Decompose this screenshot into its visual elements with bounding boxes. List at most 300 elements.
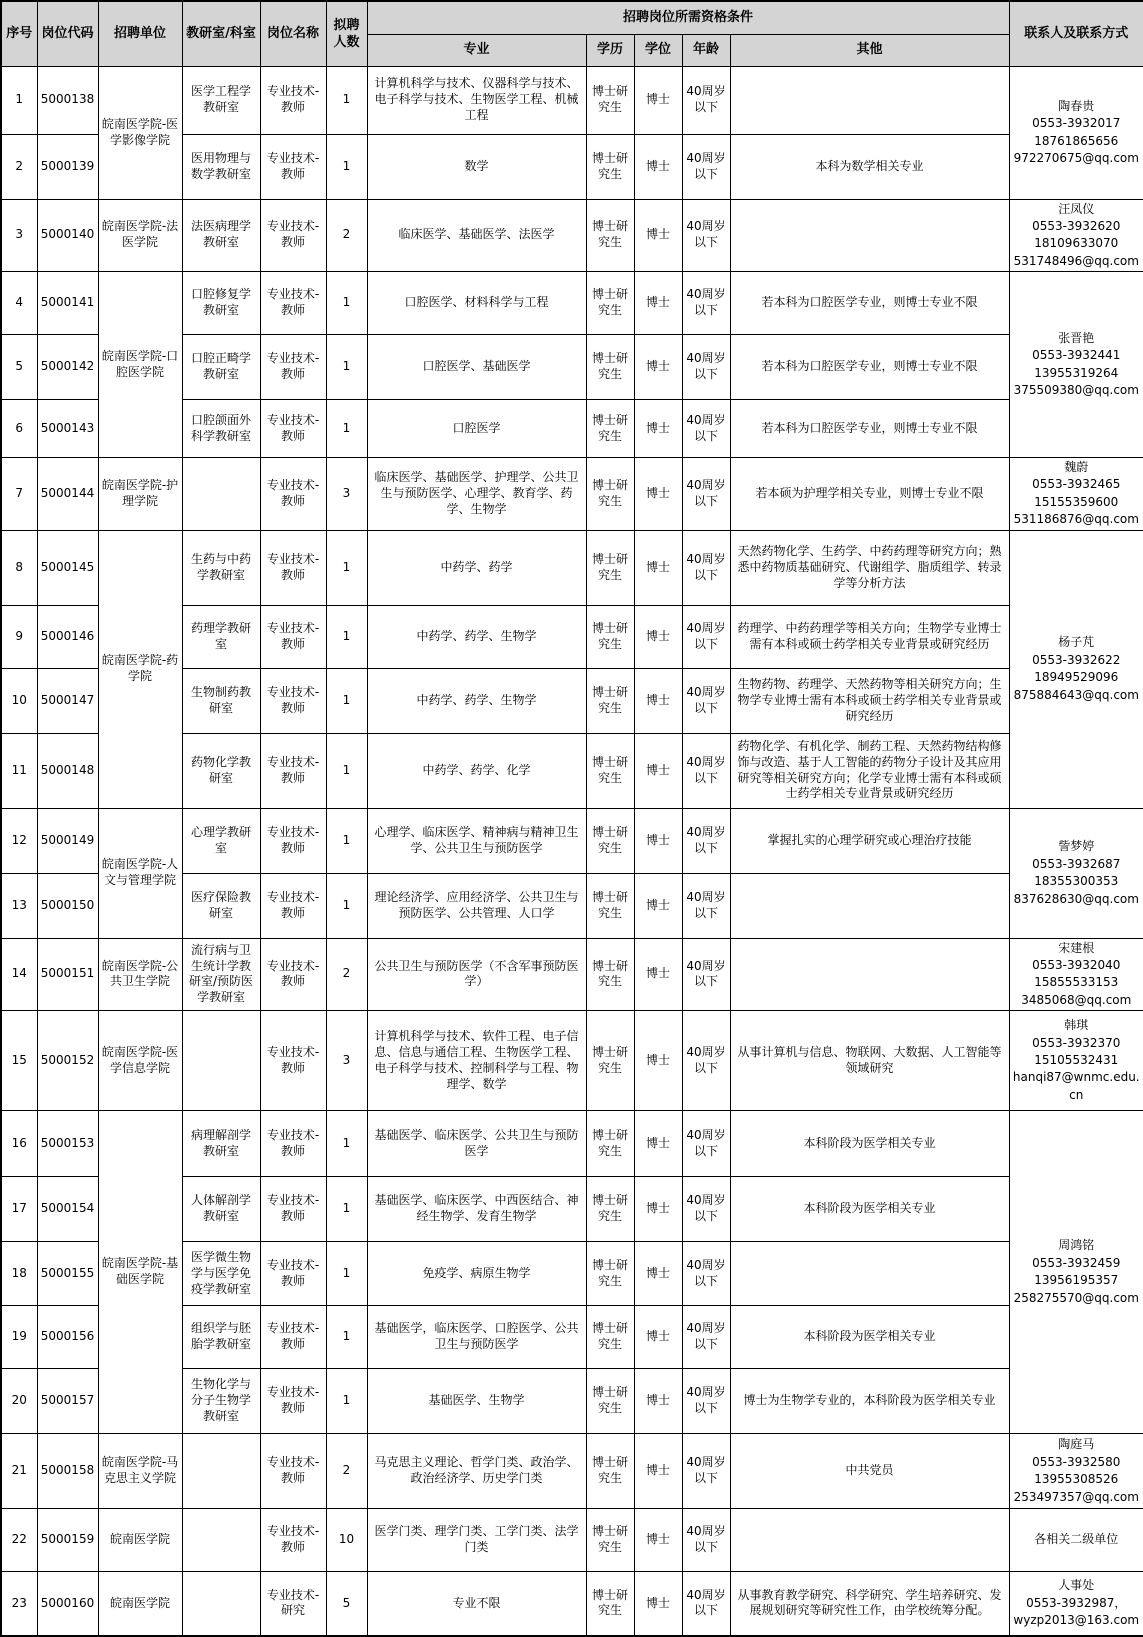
- contact-line: 531186876@qq.com: [1013, 512, 1139, 527]
- cell-headcount: 1: [326, 605, 367, 668]
- contact-line: 15105532431: [1034, 1052, 1119, 1067]
- cell-department: 心理学教研室: [182, 808, 260, 873]
- cell-department: 医学微生物学与医学免疫学教研室: [182, 1242, 260, 1306]
- cell-degree: 博士: [634, 1111, 682, 1177]
- contact-line: 18109633070: [1034, 236, 1119, 251]
- cell-headcount: 2: [326, 1434, 367, 1509]
- cell-major: 临床医学、基础医学、护理学、公共卫生与预防医学、心理学、教育学、药学、生物学: [367, 458, 586, 531]
- cell-major: 马克思主义理论、哲学门类、政治学、政治经济学、历史学门类: [367, 1434, 586, 1509]
- cell-job-code: 5000149: [37, 808, 98, 873]
- cell-degree: 博士: [634, 400, 682, 458]
- cell-department: 医疗保险教研室: [182, 873, 260, 938]
- table-row: [1, 199, 1143, 272]
- cell-job-title: 专业技术-教师: [260, 1177, 326, 1242]
- cell-serial: 13: [1, 873, 37, 938]
- contact-line: 0553-3932465: [1032, 477, 1121, 492]
- cell-job-code: 5000143: [37, 400, 98, 458]
- cell-unit: 皖南医学院-法医学院: [98, 199, 182, 272]
- cell-contact: [1009, 272, 1143, 458]
- contact-line: 875884643@qq.com: [1013, 687, 1139, 702]
- table-row: [1, 1572, 1143, 1636]
- cell-other: [730, 1509, 1009, 1572]
- cell-education: 博士研究生: [586, 530, 634, 605]
- cell-department: 口腔修复学教研室: [182, 272, 260, 335]
- cell-major: 理论经济学、应用经济学、公共卫生与预防医学、公共管理、人口学: [367, 873, 586, 938]
- contact-line: 0553-3932441: [1032, 348, 1121, 363]
- cell-department: 口腔颌面外科学教研室: [182, 400, 260, 458]
- cell-department: [182, 1434, 260, 1509]
- table-body: [1, 66, 1143, 1636]
- cell-degree: 博士: [634, 335, 682, 400]
- cell-education: 博士研究生: [586, 458, 634, 531]
- cell-degree: 博士: [634, 1242, 682, 1306]
- contact-line: 人事处: [1058, 1578, 1095, 1593]
- cell-headcount: 1: [326, 873, 367, 938]
- cell-age: 40周岁以下: [682, 1434, 730, 1509]
- cell-contact: [1009, 1111, 1143, 1434]
- cell-major: 基础医学，临床医学、口腔医学、公共卫生与预防医学: [367, 1306, 586, 1369]
- cell-serial: 12: [1, 808, 37, 873]
- cell-age: 40周岁以下: [682, 938, 730, 1011]
- cell-job-title: 专业技术-教师: [260, 1434, 326, 1509]
- cell-other: [730, 873, 1009, 938]
- contact-line: 375509380@qq.com: [1013, 382, 1139, 397]
- cell-job-title: 专业技术-教师: [260, 458, 326, 531]
- cell-unit: 皖南医学院-药学院: [98, 530, 182, 808]
- cell-other: 药理学、中药药理学等相关方向；生物学专业博士需有本科或硕士药学相关专业背景或研究经历: [730, 605, 1009, 668]
- cell-headcount: 1: [326, 1111, 367, 1177]
- cell-headcount: 10: [326, 1509, 367, 1572]
- contact-line: 陶庭马: [1058, 1437, 1095, 1452]
- cell-unit: 皖南医学院-人文与管理学院: [98, 808, 182, 938]
- cell-headcount: 1: [326, 808, 367, 873]
- table-row: [1, 530, 1143, 605]
- cell-age: 40周岁以下: [682, 134, 730, 199]
- cell-degree: 博士: [634, 199, 682, 272]
- cell-other: 本科为数学相关专业: [730, 134, 1009, 199]
- cell-job-code: 5000140: [37, 199, 98, 272]
- cell-job-code: 5000159: [37, 1509, 98, 1572]
- contact-line: 韩琪: [1064, 1018, 1089, 1033]
- cell-department: 流行病与卫生统计学教研室/预防医学教研室: [182, 938, 260, 1011]
- cell-job-code: 5000153: [37, 1111, 98, 1177]
- header-other: 其他: [730, 34, 1009, 66]
- cell-other: 若本硕为护理学相关专业，则博士专业不限: [730, 458, 1009, 531]
- cell-major: 口腔医学: [367, 400, 586, 458]
- cell-degree: 博士: [634, 530, 682, 605]
- cell-degree: 博士: [634, 1011, 682, 1111]
- cell-job-code: 5000154: [37, 1177, 98, 1242]
- header-serial: 序号: [1, 1, 37, 66]
- cell-headcount: 1: [326, 1242, 367, 1306]
- cell-unit: 皖南医学院: [98, 1572, 182, 1636]
- cell-contact: [1009, 66, 1143, 199]
- cell-job-code: 5000147: [37, 668, 98, 733]
- cell-department: [182, 1011, 260, 1111]
- cell-major: 公共卫生与预防医学（不含军事预防医学）: [367, 938, 586, 1011]
- cell-degree: 博士: [634, 1572, 682, 1636]
- cell-serial: 14: [1, 938, 37, 1011]
- cell-contact: [1009, 1572, 1143, 1636]
- cell-age: 40周岁以下: [682, 458, 730, 531]
- cell-age: 40周岁以下: [682, 873, 730, 938]
- cell-major: 基础医学、临床医学、中西医结合、神经生物学、发育生物学: [367, 1177, 586, 1242]
- cell-department: 病理解剖学教研室: [182, 1111, 260, 1177]
- cell-job-title: 专业技术-教师: [260, 335, 326, 400]
- cell-age: 40周岁以下: [682, 733, 730, 808]
- cell-age: 40周岁以下: [682, 1509, 730, 1572]
- cell-degree: 博士: [634, 1177, 682, 1242]
- cell-degree: 博士: [634, 1434, 682, 1509]
- contact-line: 837628630@qq.com: [1013, 891, 1139, 906]
- cell-other: 从事教育教学研究、科学研究、学生培养研究、发展规划研究等研究性工作，由学校统筹分配。: [730, 1572, 1009, 1636]
- cell-serial: 19: [1, 1306, 37, 1369]
- cell-other: 中共党员: [730, 1434, 1009, 1509]
- cell-education: 博士研究生: [586, 1434, 634, 1509]
- cell-major: 医学门类、理学门类、工学门类、法学门类: [367, 1509, 586, 1572]
- cell-education: 博士研究生: [586, 808, 634, 873]
- table-row: [1, 458, 1143, 531]
- cell-job-title: 专业技术-教师: [260, 272, 326, 335]
- table-row: [1, 66, 1143, 134]
- contact-line: 0553-3932987，: [1026, 1595, 1127, 1610]
- cell-age: 40周岁以下: [682, 1111, 730, 1177]
- contact-line: 15155359600: [1034, 494, 1119, 509]
- header-education: 学历: [586, 34, 634, 66]
- cell-degree: 博士: [634, 873, 682, 938]
- table-row: [1, 1111, 1143, 1177]
- cell-contact: [1009, 1434, 1143, 1509]
- cell-job-title: 专业技术-教师: [260, 66, 326, 134]
- cell-education: 博士研究生: [586, 134, 634, 199]
- cell-unit: 皖南医学院-马克思主义学院: [98, 1434, 182, 1509]
- cell-serial: 21: [1, 1434, 37, 1509]
- cell-age: 40周岁以下: [682, 668, 730, 733]
- cell-unit: 皖南医学院-医学影像学院: [98, 66, 182, 199]
- cell-major: 基础医学、临床医学、公共卫生与预防医学: [367, 1111, 586, 1177]
- cell-age: 40周岁以下: [682, 272, 730, 335]
- cell-job-code: 5000141: [37, 272, 98, 335]
- cell-headcount: 1: [326, 1369, 367, 1434]
- header-headcount: 拟聘人数: [326, 1, 367, 66]
- cell-job-title: 专业技术-教师: [260, 1369, 326, 1434]
- cell-serial: 6: [1, 400, 37, 458]
- cell-department: 生物化学与分子生物学教研室: [182, 1369, 260, 1434]
- cell-department: [182, 458, 260, 531]
- contact-line: 18355300353: [1034, 874, 1119, 889]
- cell-unit: 皖南医学院-基础医学院: [98, 1111, 182, 1434]
- cell-serial: 20: [1, 1369, 37, 1434]
- cell-degree: 博士: [634, 1369, 682, 1434]
- cell-job-title: 专业技术-教师: [260, 668, 326, 733]
- contact-line: 15855533153: [1034, 975, 1119, 990]
- cell-job-code: 5000148: [37, 733, 98, 808]
- cell-education: 博士研究生: [586, 873, 634, 938]
- cell-job-code: 5000139: [37, 134, 98, 199]
- cell-major: 口腔医学、基础医学: [367, 335, 586, 400]
- cell-age: 40周岁以下: [682, 1369, 730, 1434]
- contact-line: 张晋艳: [1058, 330, 1095, 345]
- cell-education: 博士研究生: [586, 400, 634, 458]
- cell-age: 40周岁以下: [682, 530, 730, 605]
- cell-education: 博士研究生: [586, 1111, 634, 1177]
- cell-education: 博士研究生: [586, 1509, 634, 1572]
- cell-department: 医学工程学教研室: [182, 66, 260, 134]
- cell-other: 若本科为口腔医学专业，则博士专业不限: [730, 272, 1009, 335]
- cell-other: [730, 1242, 1009, 1306]
- cell-age: 40周岁以下: [682, 1177, 730, 1242]
- cell-education: 博士研究生: [586, 605, 634, 668]
- cell-degree: 博士: [634, 458, 682, 531]
- header-code: 岗位代码: [37, 1, 98, 66]
- contact-line: 汪凤仪: [1058, 201, 1095, 216]
- cell-department: 口腔正畸学教研室: [182, 335, 260, 400]
- cell-major: 中药学、药学、生物学: [367, 605, 586, 668]
- header-qualifications: 招聘岗位所需资格条件: [367, 1, 1009, 34]
- cell-serial: 9: [1, 605, 37, 668]
- cell-education: 博士研究生: [586, 938, 634, 1011]
- contact-line: 0553-3932370: [1032, 1035, 1121, 1050]
- cell-other: 本科阶段为医学相关专业: [730, 1306, 1009, 1369]
- cell-contact: [1009, 808, 1143, 938]
- cell-major: 计算机科学与技术、软件工程、电子信息、信息与通信工程、生物医学工程、电子科学与技术、控制科学与工程、物理学、数学: [367, 1011, 586, 1111]
- cell-education: 博士研究生: [586, 1369, 634, 1434]
- cell-department: 组织学与胚胎学教研室: [182, 1306, 260, 1369]
- cell-age: 40周岁以下: [682, 1242, 730, 1306]
- contact-line: 18761865656: [1034, 133, 1119, 148]
- cell-headcount: 1: [326, 733, 367, 808]
- contact-line: 0553-3932622: [1032, 652, 1121, 667]
- cell-unit: 皖南医学院-医学信息学院: [98, 1011, 182, 1111]
- cell-department: 药物化学教研室: [182, 733, 260, 808]
- cell-job-code: 5000157: [37, 1369, 98, 1434]
- cell-job-title: 专业技术-研究: [260, 1572, 326, 1636]
- cell-headcount: 1: [326, 335, 367, 400]
- cell-other: [730, 199, 1009, 272]
- cell-unit: 皖南医学院-公共卫生学院: [98, 938, 182, 1011]
- cell-job-title: 专业技术-教师: [260, 1509, 326, 1572]
- cell-education: 博士研究生: [586, 66, 634, 134]
- cell-contact: [1009, 938, 1143, 1011]
- cell-job-title: 专业技术-教师: [260, 1111, 326, 1177]
- contact-line: 陶春贵: [1058, 98, 1095, 113]
- cell-headcount: 1: [326, 272, 367, 335]
- cell-headcount: 3: [326, 458, 367, 531]
- cell-serial: 10: [1, 668, 37, 733]
- cell-job-code: 5000150: [37, 873, 98, 938]
- cell-education: 博士研究生: [586, 668, 634, 733]
- cell-serial: 18: [1, 1242, 37, 1306]
- contact-line: 訾梦婷: [1058, 839, 1095, 854]
- contact-line: 0553-3932687: [1032, 856, 1121, 871]
- cell-degree: 博士: [634, 134, 682, 199]
- cell-job-title: 专业技术-教师: [260, 873, 326, 938]
- cell-other: 生物药物、药理学、天然药物等相关研究方向；生物学专业博士需有本科或硕士药学相关专业背景或研究经历: [730, 668, 1009, 733]
- cell-major: 口腔医学、材料科学与工程: [367, 272, 586, 335]
- cell-unit: 皖南医学院-口腔医学院: [98, 272, 182, 458]
- cell-other: 天然药物化学、生药学、中药药理等研究方向；熟悉中药物质基础研究、代谢组学、脂质组学、转录学等分析方法: [730, 530, 1009, 605]
- cell-headcount: 1: [326, 1177, 367, 1242]
- contact-line: 13955308526: [1034, 1472, 1119, 1487]
- cell-age: 40周岁以下: [682, 1011, 730, 1111]
- cell-serial: 1: [1, 66, 37, 134]
- table-row: [1, 1509, 1143, 1572]
- cell-job-title: 专业技术-教师: [260, 938, 326, 1011]
- cell-headcount: 1: [326, 1306, 367, 1369]
- cell-serial: 17: [1, 1177, 37, 1242]
- header-degree: 学位: [634, 34, 682, 66]
- cell-age: 40周岁以下: [682, 335, 730, 400]
- cell-contact: [1009, 199, 1143, 272]
- header-job-title: 岗位名称: [260, 1, 326, 66]
- cell-other: [730, 938, 1009, 1011]
- cell-department: 药理学教研室: [182, 605, 260, 668]
- cell-job-code: 5000152: [37, 1011, 98, 1111]
- contact-line: 魏蔚: [1064, 460, 1089, 475]
- cell-contact: [1009, 1509, 1143, 1572]
- cell-major: 数学: [367, 134, 586, 199]
- cell-job-title: 专业技术-教师: [260, 199, 326, 272]
- cell-contact: [1009, 458, 1143, 531]
- cell-major: 免疫学、病原生物学: [367, 1242, 586, 1306]
- cell-degree: 博士: [634, 66, 682, 134]
- contact-line: 0553-3932040: [1032, 958, 1121, 973]
- cell-contact: [1009, 1011, 1143, 1111]
- cell-department: 法医病理学教研室: [182, 199, 260, 272]
- cell-headcount: 2: [326, 938, 367, 1011]
- cell-major: 心理学、临床医学、精神病与精神卫生学、公共卫生与预防医学: [367, 808, 586, 873]
- contact-line: hanqi87@wnmc.edu.cn: [1012, 1070, 1140, 1102]
- contact-line: 0553-3932017: [1032, 116, 1121, 131]
- cell-department: 人体解剖学教研室: [182, 1177, 260, 1242]
- cell-major: 中药学、药学: [367, 530, 586, 605]
- cell-serial: 7: [1, 458, 37, 531]
- cell-education: 博士研究生: [586, 1011, 634, 1111]
- cell-age: 40周岁以下: [682, 605, 730, 668]
- contact-line: 0553-3932580: [1032, 1454, 1121, 1469]
- cell-other: 掌握扎实的心理学研究或心理治疗技能: [730, 808, 1009, 873]
- contact-line: 531748496@qq.com: [1013, 253, 1139, 268]
- contact-line: 13955319264: [1034, 365, 1119, 380]
- header-unit: 招聘单位: [98, 1, 182, 66]
- contact-line: 18949529096: [1034, 670, 1119, 685]
- cell-job-title: 专业技术-教师: [260, 1242, 326, 1306]
- contact-line: 周鸿铭: [1058, 1238, 1095, 1253]
- cell-other: 博士为生物学专业的，本科阶段为医学相关专业: [730, 1369, 1009, 1434]
- cell-major: 临床医学、基础医学、法医学: [367, 199, 586, 272]
- cell-degree: 博士: [634, 272, 682, 335]
- cell-age: 40周岁以下: [682, 1306, 730, 1369]
- cell-major: 中药学、药学、生物学: [367, 668, 586, 733]
- cell-job-code: 5000160: [37, 1572, 98, 1636]
- cell-serial: 23: [1, 1572, 37, 1636]
- cell-job-code: 5000144: [37, 458, 98, 531]
- cell-degree: 博士: [634, 1306, 682, 1369]
- table-header: [1, 1, 1143, 66]
- cell-serial: 3: [1, 199, 37, 272]
- cell-serial: 8: [1, 530, 37, 605]
- cell-major: 专业不限: [367, 1572, 586, 1636]
- cell-degree: 博士: [634, 733, 682, 808]
- contact-line: 宋建根: [1058, 940, 1095, 955]
- cell-education: 博士研究生: [586, 1306, 634, 1369]
- cell-education: 博士研究生: [586, 1177, 634, 1242]
- cell-education: 博士研究生: [586, 199, 634, 272]
- contact-line: 各相关二级单位: [1034, 1532, 1119, 1547]
- table-row: [1, 1011, 1143, 1111]
- cell-other: 药物化学、有机化学、制药工程、天然药物结构修饰与改造、基于人工智能的药物分子设计及其应用研究等相关研究方向；化学专业博士需有本科或硕士药学相关专业背景或研究经历: [730, 733, 1009, 808]
- cell-headcount: 1: [326, 400, 367, 458]
- header-age: 年龄: [682, 34, 730, 66]
- cell-serial: 5: [1, 335, 37, 400]
- cell-headcount: 1: [326, 668, 367, 733]
- cell-other: 若本科为口腔医学专业，则博士专业不限: [730, 400, 1009, 458]
- cell-headcount: 1: [326, 530, 367, 605]
- contact-line: 3485068@qq.com: [1021, 992, 1132, 1007]
- cell-job-title: 专业技术-教师: [260, 605, 326, 668]
- cell-job-code: 5000146: [37, 605, 98, 668]
- cell-job-code: 5000138: [37, 66, 98, 134]
- cell-department: 生物制药教研室: [182, 668, 260, 733]
- cell-headcount: 1: [326, 66, 367, 134]
- cell-other: 从事计算机与信息、物联网、大数据、人工智能等领域研究: [730, 1011, 1009, 1111]
- cell-unit: 皖南医学院-护理学院: [98, 458, 182, 531]
- cell-education: 博士研究生: [586, 272, 634, 335]
- contact-line: 253497357@qq.com: [1013, 1489, 1139, 1504]
- cell-education: 博士研究生: [586, 1572, 634, 1636]
- cell-job-code: 5000156: [37, 1306, 98, 1369]
- cell-other: 本科阶段为医学相关专业: [730, 1111, 1009, 1177]
- cell-job-title: 专业技术-教师: [260, 1011, 326, 1111]
- cell-job-title: 专业技术-教师: [260, 530, 326, 605]
- cell-job-title: 专业技术-教师: [260, 1306, 326, 1369]
- cell-degree: 博士: [634, 938, 682, 1011]
- cell-age: 40周岁以下: [682, 1572, 730, 1636]
- cell-education: 博士研究生: [586, 733, 634, 808]
- cell-degree: 博士: [634, 808, 682, 873]
- cell-education: 博士研究生: [586, 1242, 634, 1306]
- table-row: [1, 808, 1143, 873]
- cell-other: [730, 66, 1009, 134]
- header-department: 教研室/科室: [182, 1, 260, 66]
- cell-job-title: 专业技术-教师: [260, 134, 326, 199]
- cell-department: 医用物理与数学教研室: [182, 134, 260, 199]
- header-contact: 联系人及联系方式: [1009, 1, 1143, 66]
- contact-line: 13956195357: [1034, 1273, 1119, 1288]
- cell-job-code: 5000158: [37, 1434, 98, 1509]
- header-major: 专业: [367, 34, 586, 66]
- contact-line: 杨子芃: [1058, 635, 1095, 650]
- cell-serial: 16: [1, 1111, 37, 1177]
- contact-line: 0553-3932620: [1032, 218, 1121, 233]
- cell-serial: 4: [1, 272, 37, 335]
- cell-contact: [1009, 530, 1143, 808]
- cell-department: [182, 1509, 260, 1572]
- cell-serial: 22: [1, 1509, 37, 1572]
- cell-degree: 博士: [634, 1509, 682, 1572]
- cell-department: 生药与中药学教研室: [182, 530, 260, 605]
- header-row: [1, 1, 1143, 34]
- cell-other: 若本科为口腔医学专业，则博士专业不限: [730, 335, 1009, 400]
- cell-job-code: 5000142: [37, 335, 98, 400]
- cell-unit: 皖南医学院: [98, 1509, 182, 1572]
- cell-age: 40周岁以下: [682, 66, 730, 134]
- cell-age: 40周岁以下: [682, 199, 730, 272]
- cell-job-code: 5000151: [37, 938, 98, 1011]
- cell-job-title: 专业技术-教师: [260, 733, 326, 808]
- cell-other: 本科阶段为医学相关专业: [730, 1177, 1009, 1242]
- cell-age: 40周岁以下: [682, 400, 730, 458]
